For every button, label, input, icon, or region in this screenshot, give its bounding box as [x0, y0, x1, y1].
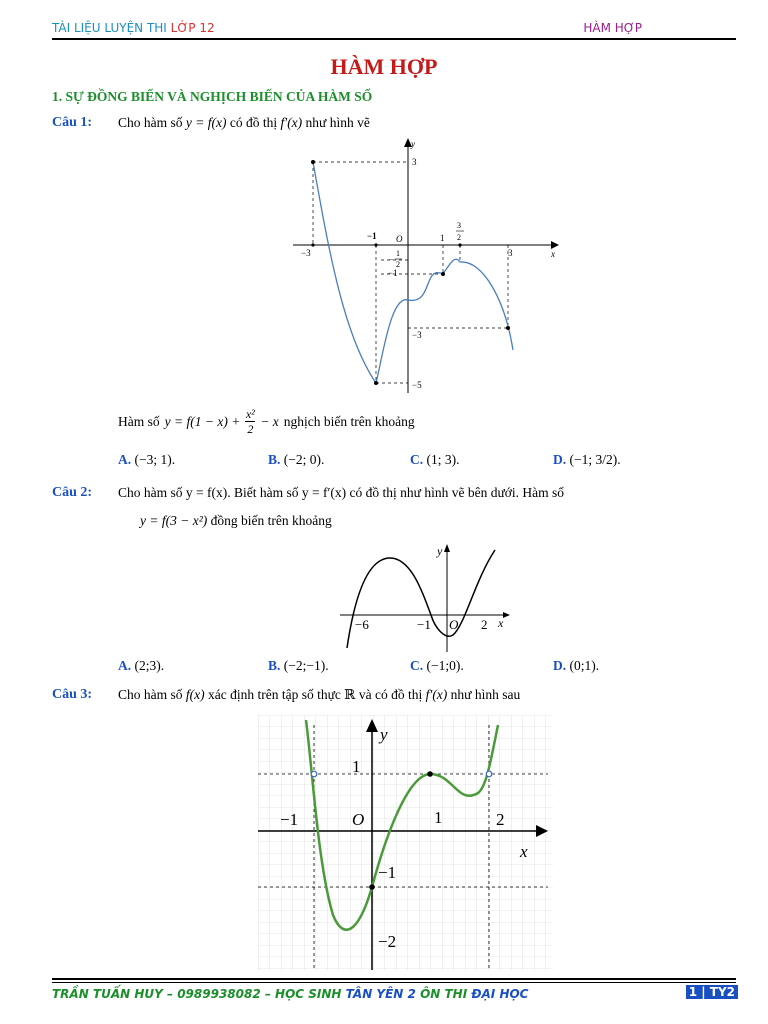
q1-text-c: như hình vẽ [305, 115, 370, 130]
q1-frac-num: x² [245, 407, 255, 421]
q1-math-b: f′(x) [280, 115, 303, 130]
q3-point-yint [369, 884, 375, 890]
q1-label-o: O [396, 234, 403, 244]
q3-math-b: f′(x) [425, 687, 448, 702]
q2-line2 [140, 513, 332, 529]
q3-point-max [427, 771, 433, 777]
q3-math-a: f(x) [185, 687, 205, 702]
q1-option-d[interactable] [553, 452, 621, 468]
footer-school: TÂN YÊN 2 [341, 987, 416, 1001]
page-title: HÀM HỢP [330, 54, 438, 79]
q1-option-c[interactable] [410, 452, 460, 468]
q1-tick-x32-den: 2 [457, 233, 461, 242]
footer-university: ĐẠI HỌC [467, 987, 529, 1001]
footer-rule-top [52, 978, 736, 980]
q1-option-c-value: (1; 3). [426, 452, 460, 467]
q1-points [311, 160, 510, 385]
q2-option-d[interactable] [553, 658, 599, 674]
q2-curve [347, 550, 495, 648]
q2-option-b-key: B. [268, 658, 281, 673]
q2-tick-xm1: −1 [417, 617, 431, 632]
q2-line2-text: đồng biến trên khoảng [210, 513, 332, 528]
q2-option-c-value: (−1;0). [426, 658, 464, 673]
q3-tick-x2: 2 [496, 810, 505, 829]
q3-label-o: O [352, 810, 365, 829]
section-heading: 1. SỰ ĐỒNG BIẾN VÀ NGHỊCH BIẾN CỦA HÀM SỐ [52, 89, 373, 104]
q1-prompt-math: y = f(1 − x) + [164, 413, 241, 429]
q1-tick-ym3: −3 [412, 330, 422, 340]
q1-tick-x32-num: 3 [457, 221, 461, 230]
q2-option-a-value: (2;3). [134, 658, 165, 673]
q1-graph [283, 135, 563, 395]
q3-tick-ym1: −1 [378, 863, 397, 882]
q1-option-d-value: (−1; 3/2). [569, 452, 621, 467]
footer-text [52, 987, 529, 1001]
q3-label: Câu 3: [52, 687, 93, 702]
q1-tick-ym12-den: 2 [396, 260, 400, 269]
q2-tick-x2: 2 [481, 617, 488, 632]
q1-x-arrow [551, 241, 559, 249]
q1-text-a: Cho hàm số [118, 115, 183, 130]
q2-line1: Cho hàm số y = f(x). Biết hàm số y = f′(x) có đồ thị như hình vẽ bên dưới. Hàm số [118, 485, 565, 500]
q2-option-b[interactable] [268, 658, 329, 674]
q3-grid [258, 715, 553, 970]
q2-line2-math: y = f(3 − x²) [140, 513, 208, 528]
header-left-text: TÀI LIỆU LUYỆN THI [52, 21, 167, 35]
q1-tick-xm1: −1 [367, 231, 377, 241]
footer-mid: ÔN THI [415, 987, 468, 1001]
q3-tick-ym2: −2 [378, 932, 397, 951]
q1-tick-x1: 1 [440, 233, 445, 243]
q3-tick-x1: 1 [434, 808, 443, 827]
q1-tick-ym12-sign: − [389, 255, 394, 264]
q1-option-a[interactable] [118, 452, 175, 468]
q3-tick-xm1: −1 [280, 810, 299, 829]
q2-label: Câu 2: [52, 485, 93, 500]
header-rule [52, 38, 736, 40]
q2-tick-xm6: −6 [355, 617, 369, 632]
q1-option-b-value: (−2; 0). [283, 452, 325, 467]
header-left-grade: LỚP 12 [166, 21, 215, 35]
q2-x-arrow [503, 612, 510, 618]
q3-graph [258, 715, 553, 970]
q1-prompt-math2: − x [260, 413, 279, 429]
q1-prompt-a: Hàm số [118, 413, 160, 429]
q1-guides [313, 162, 508, 383]
q2-option-b-value: (−2;−1). [283, 658, 329, 673]
q2-option-a-key: A. [118, 658, 132, 673]
q1-option-a-value: (−3; 1). [134, 452, 176, 467]
q1-label-y: y [411, 139, 415, 149]
q3-label-y: y [380, 725, 388, 744]
footer-rule-bottom [52, 982, 736, 983]
q1-option-a-key: A. [118, 452, 132, 467]
q1-tick-y3: 3 [412, 157, 417, 167]
page-number: 1 | TY2 [686, 985, 738, 999]
q1-option-c-key: C. [410, 452, 424, 467]
q3-text-b: xác định trên tập số thực ℝ và có đồ thị [208, 687, 423, 702]
q2-label-x: x [498, 616, 504, 630]
q1-prompt-b: nghịch biến trên khoảng [283, 413, 415, 429]
q1-tick-xm3: −3 [301, 248, 311, 258]
q1-math-a: y = f(x) [185, 115, 227, 130]
q3-text [118, 687, 520, 703]
q1-curve [313, 162, 513, 383]
q1-tick-ym12-num: 1 [396, 249, 400, 258]
q1-label: Câu 1: [52, 115, 93, 130]
q1-tick-x3: 3 [508, 248, 513, 258]
q2-option-d-key: D. [553, 658, 567, 673]
q2-option-d-value: (0;1). [569, 658, 600, 673]
q3-label-x: x [520, 842, 528, 861]
q1-option-b-key: B. [268, 452, 281, 467]
q1-label-x: x [551, 249, 555, 259]
q1-prompt-frac [245, 407, 255, 436]
q1-text-b: có đồ thị [229, 115, 278, 130]
q2-label-o: O [449, 617, 459, 632]
q1-frac-den: 2 [247, 422, 254, 436]
q1-tick-ym1: −1 [388, 268, 398, 278]
q2-graph [335, 540, 515, 655]
header-left [52, 21, 215, 35]
q2-option-a[interactable] [118, 658, 164, 674]
q1-tick-ym5: −5 [412, 380, 422, 390]
q1-text [118, 115, 370, 131]
q1-option-b[interactable] [268, 452, 324, 468]
q3-text-c: như hình sau [450, 687, 521, 702]
q2-label-y: y [437, 544, 443, 558]
q1-prompt [118, 407, 415, 436]
q3-tick-y1: 1 [352, 757, 361, 776]
q2-y-arrow [444, 544, 450, 552]
q1-option-d-key: D. [553, 452, 567, 467]
q2-option-c-key: C. [410, 658, 424, 673]
q3-text-a: Cho hàm số [118, 687, 183, 702]
footer-main: TRẦN TUẤN HUY – 0989938082 – HỌC SINH [52, 987, 342, 1001]
header-right: HÀM HỢP [583, 21, 642, 35]
q2-option-c[interactable] [410, 658, 464, 674]
